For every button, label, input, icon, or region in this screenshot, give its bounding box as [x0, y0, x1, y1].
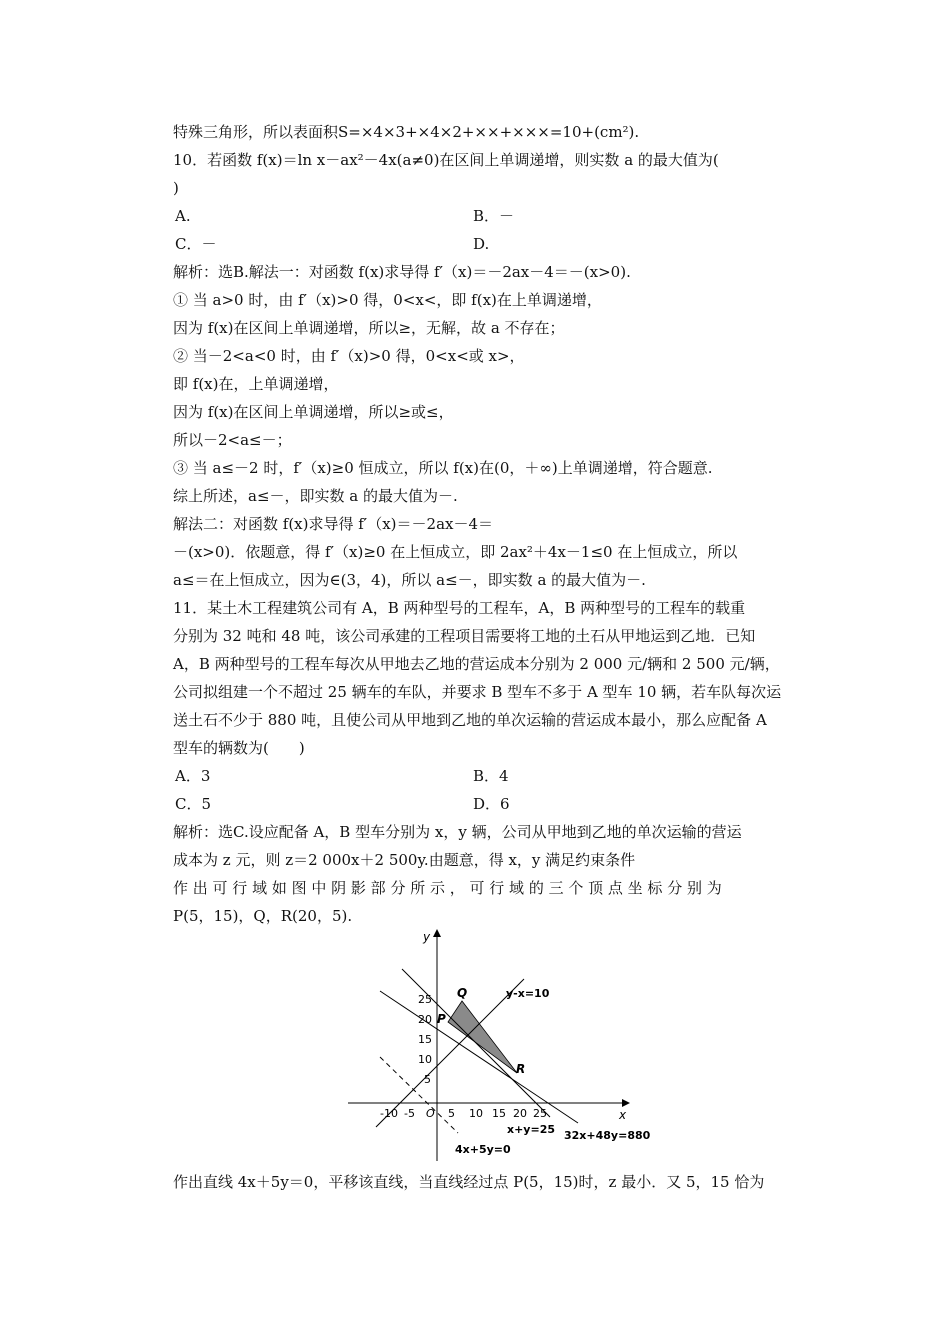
- text-line: 分别为 32 吨和 48 吨，该公司承建的工程项目需要将工地的土石从甲地运到乙地．已知: [173, 627, 756, 645]
- text-line: 型车的辆数为( ): [173, 739, 305, 757]
- text-line: 送土石不少于 880 吨，且使公司从甲地到乙地的单次运输的营运成本最小，那么应配备 A: [173, 711, 767, 729]
- solution-line: 综上所述，a≤－，即实数 a 的最大值为－.: [173, 487, 458, 505]
- solution-line: 解法二：对函数 f(x)求导得 f′（x)＝－2ax－4＝: [173, 515, 494, 533]
- solution-line: 成本为 z 元，则 z＝2 000x＋2 500y.由题意，得 x，y 满足约束条件: [173, 851, 636, 869]
- line-label: x+y=25: [507, 1123, 556, 1136]
- x-tick-label: 25: [533, 1107, 547, 1120]
- y-axis-label: y: [423, 930, 431, 944]
- text-line: A，B 两种型号的工程车每次从甲地去乙地的营运成本分别为 2 000 元/辆和 2 500 元/辆，: [173, 655, 780, 673]
- q10-option-b: B．－: [473, 207, 515, 225]
- point-q-label: Q: [457, 986, 468, 1000]
- y-tick-label: 5: [424, 1073, 431, 1086]
- solution-line: 因为 f(x)在区间上单调递增，所以≥或≤，: [173, 403, 454, 421]
- y-tick-label: 25: [418, 993, 432, 1006]
- feasible-region: [448, 1001, 517, 1073]
- y-axis-arrow: [433, 929, 441, 937]
- q11-option-a: A．3: [175, 767, 211, 785]
- solution-line: ① 当 a>0 时，由 f′（x)>0 得，0<x<，即 f(x)在上单调递增，: [173, 291, 602, 309]
- point-p-label: P: [437, 1012, 446, 1026]
- line-label: 32x+48y=880: [564, 1129, 651, 1142]
- solution-line: ② 当－2<a<0 时，由 f′（x)>0 得，0<x<或 x>，: [173, 347, 525, 365]
- x-tick-label: -10: [380, 1107, 398, 1120]
- text-line: 作出直线 4x＋5y＝0，平移该直线，当直线经过点 P(5，15)时，z 最小．又 5，15 恰为: [173, 1173, 765, 1191]
- x-tick-label: -5: [404, 1107, 415, 1120]
- solution-line: 解析：选B.解法一：对函数 f(x)求导得 f′（x)＝－2ax－4＝－(x>0).: [173, 263, 631, 281]
- feasible-region-figure: [340, 925, 651, 1165]
- y-tick-label: 20: [418, 1013, 432, 1026]
- x-axis-label: x: [619, 1108, 627, 1122]
- line-label: 4x+5y=0: [455, 1143, 511, 1156]
- solution-line: 即 f(x)在，上单调递增，: [173, 375, 339, 393]
- line-label: y-x=10: [506, 987, 550, 1000]
- origin-label: O: [426, 1107, 435, 1120]
- question-11: 11．某土木工程建筑公司有 A，B 两种型号的工程车，A，B 两种型号的工程车的载重: [173, 599, 746, 617]
- x-axis-arrow: [622, 1099, 630, 1107]
- q11-option-b: B．4: [473, 767, 509, 785]
- solution-line: －(x>0)．依题意，得 f′（x)≥0 在上恒成立，即 2ax²＋4x－1≤0 在上恒成立，所以: [173, 543, 738, 561]
- solution-line: 解析：选C.设应配备 A，B 型车分别为 x，y 辆，公司从甲地到乙地的单次运输的营运: [173, 823, 742, 841]
- solution-line: 作 出 可 行 域 如 图 中 阴 影 部 分 所 示 ， 可 行 域 的 三 个 顶 点 坐 标 分 别 为: [173, 879, 722, 897]
- x-tick-label: 20: [513, 1107, 527, 1120]
- x-tick-label: 5: [448, 1107, 455, 1120]
- q11-option-d: D．6: [473, 795, 510, 813]
- q11-option-c: C．5: [175, 795, 212, 813]
- q10-option-c: C．－: [175, 235, 217, 253]
- solution-line: a≤＝在上恒成立，因为∈(3，4)，所以 a≤－，即实数 a 的最大值为－.: [173, 571, 646, 589]
- point-r-label: R: [516, 1062, 526, 1076]
- text-line: 特殊三角形，所以表面积S=×4×3+×4×2+××+×××=10+(cm²).: [173, 123, 640, 141]
- text-line: 公司拟组建一个不超过 25 辆车的车队，并要求 B 型车不多于 A 型车 10 辆，若车队每次运: [173, 683, 782, 701]
- x-tick-label: 10: [469, 1107, 483, 1120]
- solution-line: 所以－2<a≤－；: [173, 431, 292, 449]
- y-tick-label: 10: [418, 1053, 432, 1066]
- solution-line: ③ 当 a≤－2 时，f′（x)≥0 恒成立，所以 f(x)在(0，＋∞)上单调递增，符合题意.: [173, 459, 713, 477]
- question-10: 10．若函数 f(x)＝ln x－ax²－4x(a≠0)在区间上单调递增，则实数 a 的最大值为(: [173, 151, 719, 169]
- solution-line: 因为 f(x)在区间上单调递增，所以≥，无解，故 a 不存在；: [173, 319, 565, 337]
- q10-option-a: A.: [175, 207, 191, 225]
- solution-line: P(5，15)，Q，R(20，5).: [173, 907, 353, 925]
- text-line: ): [173, 179, 179, 197]
- x-tick-label: 15: [492, 1107, 506, 1120]
- y-tick-label: 15: [418, 1033, 432, 1046]
- q10-option-d: D.: [473, 235, 490, 253]
- line-4x-5y-0: [380, 1057, 458, 1133]
